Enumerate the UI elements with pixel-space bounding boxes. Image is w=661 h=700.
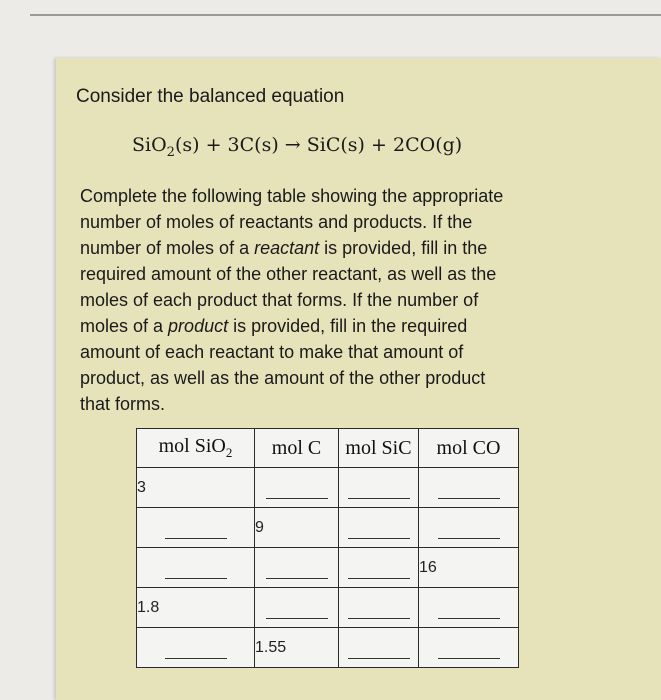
cell-mol-c[interactable] <box>255 588 339 628</box>
paragraph-line: moles of a product is provided, fill in the required <box>80 316 468 336</box>
answer-blank[interactable] <box>438 538 500 540</box>
cell-mol-sic[interactable] <box>339 468 419 508</box>
cell-mol-c[interactable] <box>255 468 339 508</box>
answer-blank[interactable] <box>266 578 328 580</box>
cell-mol-co[interactable] <box>419 508 519 548</box>
cell-mol-sio2: 1.8 <box>137 588 255 628</box>
cell-mol-co[interactable] <box>419 468 519 508</box>
answer-blank[interactable] <box>348 618 410 620</box>
answer-blank[interactable] <box>348 538 410 540</box>
table-row <box>137 548 519 588</box>
cell-mol-co[interactable] <box>419 628 519 668</box>
table-row <box>137 628 519 668</box>
question-header: Consider the balanced equation <box>76 86 345 107</box>
answer-blank[interactable] <box>266 498 328 500</box>
header-mol-c: mol C <box>255 429 339 468</box>
cell-mol-sic[interactable] <box>339 508 419 548</box>
answer-blank[interactable] <box>348 658 410 660</box>
header-mol-co: mol CO <box>419 429 519 468</box>
eq-arrow: → <box>284 134 301 156</box>
answer-blank[interactable] <box>438 658 500 660</box>
cell-mol-sic[interactable] <box>339 628 419 668</box>
eq-plus: + <box>205 134 222 156</box>
header-mol-sio2: mol SiO$_2$ <box>137 429 255 468</box>
table-row <box>137 588 519 628</box>
cell-mol-sio2[interactable] <box>137 628 255 668</box>
paragraph-line: required amount of the other reactant, as well as the <box>80 264 497 284</box>
divider-line <box>30 14 661 16</box>
paragraph-line: Complete the following table showing the appropriate <box>80 186 504 206</box>
paragraph-line: moles of each product that forms. If the number of <box>80 290 479 310</box>
header-mol-sic: mol SiC <box>339 429 419 468</box>
table-header-row <box>137 429 519 468</box>
answer-blank[interactable] <box>165 578 227 580</box>
moles-table <box>136 428 519 668</box>
balanced-equation <box>132 134 462 160</box>
cell-mol-sic[interactable] <box>339 588 419 628</box>
answer-blank[interactable] <box>438 618 500 620</box>
eq-reactant-2: 3C(s) <box>227 134 279 156</box>
answer-blank[interactable] <box>165 658 227 660</box>
cell-mol-sic[interactable] <box>339 548 419 588</box>
cell-mol-sio2[interactable] <box>137 508 255 548</box>
cell-mol-sio2[interactable] <box>137 548 255 588</box>
eq-product-2: 2CO(g) <box>393 134 463 156</box>
cell-mol-c: 1.55 <box>255 628 339 668</box>
paragraph-line: that forms. <box>80 394 166 414</box>
paragraph-line: number of moles of a reactant is provided, fill in the <box>80 238 488 258</box>
paragraph-line: number of moles of reactants and products. If the <box>80 212 473 232</box>
table-row <box>137 468 519 508</box>
eq-reactant-1: SiO$_2$(s) <box>132 134 200 160</box>
cell-mol-sio2: 3 <box>137 468 255 508</box>
eq-product-1: SiC(s) <box>306 134 365 156</box>
answer-blank[interactable] <box>348 498 410 500</box>
cell-mol-c[interactable] <box>255 548 339 588</box>
eq-plus: + <box>371 134 387 156</box>
instructions-paragraph <box>80 183 610 417</box>
answer-blank[interactable] <box>266 618 328 620</box>
cell-mol-co: 16 <box>419 548 519 588</box>
answer-blank[interactable] <box>348 578 410 580</box>
answer-blank[interactable] <box>438 498 500 500</box>
paragraph-line: product, as well as the amount of the other product <box>80 368 486 388</box>
answer-blank[interactable] <box>165 538 227 540</box>
table-row <box>137 508 519 548</box>
paragraph-line: amount of each reactant to make that amount of <box>80 342 464 362</box>
cell-mol-co[interactable] <box>419 588 519 628</box>
cell-mol-c: 9 <box>255 508 339 548</box>
